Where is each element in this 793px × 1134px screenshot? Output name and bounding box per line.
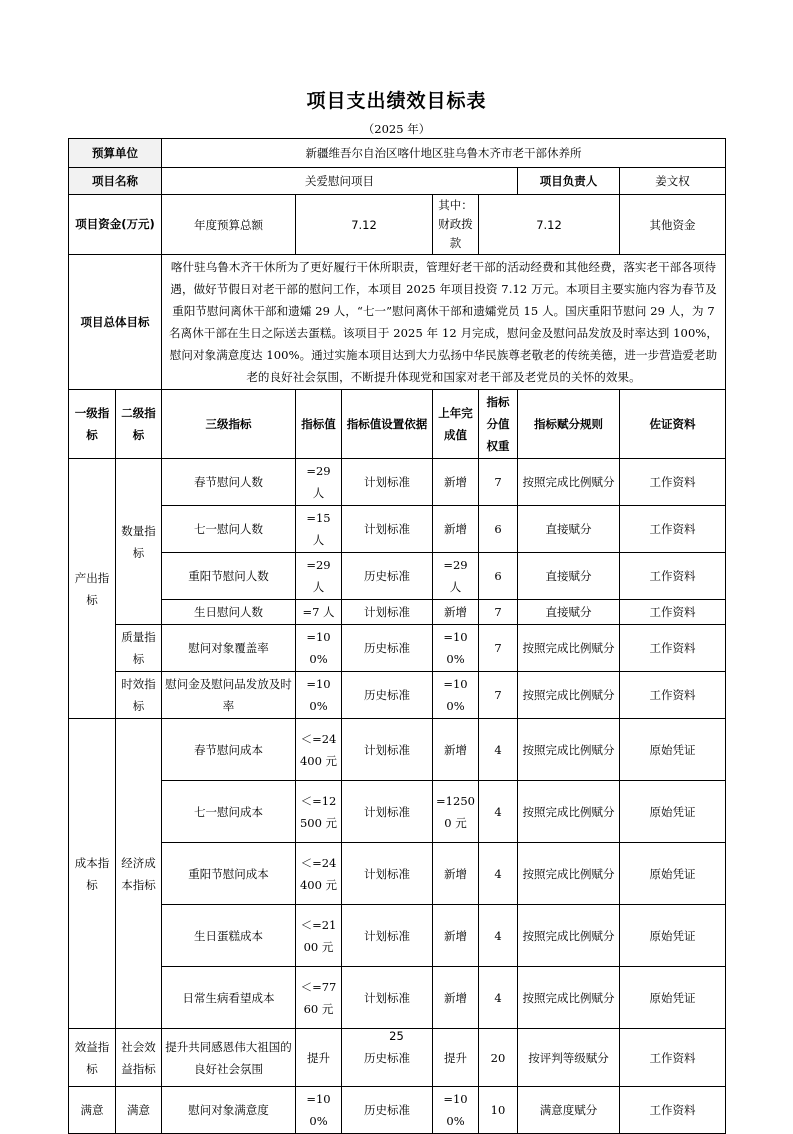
cell-value: =100% (296, 1087, 342, 1134)
cell-value: =29 人 (296, 553, 342, 600)
cell-scoring: 按照完成比例赋分 (518, 843, 620, 905)
cell-weight: 4 (479, 719, 518, 781)
cell-evidence: 工作资料 (620, 600, 726, 625)
cell-evidence: 工作资料 (620, 1087, 726, 1134)
cell-level3: 生日蛋糕成本 (162, 905, 296, 967)
cell-last-year: 新增 (433, 600, 479, 625)
cell-level3: 日常生病看望成本 (162, 967, 296, 1029)
cell-basis: 历史标准 (342, 553, 433, 600)
cell-scoring: 按照完成比例赋分 (518, 672, 620, 719)
table-row (69, 459, 726, 506)
col-weight: 指标分值权重 (479, 390, 518, 459)
table-row (69, 553, 726, 600)
col-value: 指标值 (296, 390, 342, 459)
cell-evidence: 原始凭证 (620, 905, 726, 967)
cell-value: ＜=24400 元 (296, 719, 342, 781)
overall-goal-text: 喀什驻乌鲁木齐干休所为了更好履行干休所职责，管理好老干部的活动经费和其他经费，落实老干部各项待遇，做好节假日对老干部的慰问工作，本项目 2025 年项目投资 7.12 万元。本项目主要实施内容为春节及重阳节慰问离休干部和遗孀 29 人，“七一”慰问离休干部和遗孀党员 15 人。国庆重阳节慰问 29 人，为 7 名离休干部在生日之际送去蛋糕。该项目于 2025 年 12 月完成，慰问金及慰问品发放及时率达到 100%，慰问对象满意度达 100%。通过实施本项目达到大力弘扬中华民族尊老敬老的传统美德，进一步营造爱老助老的良好社会氛围，不断提升体现党和国家对老干部及老党员的关怀的效果。 (162, 255, 726, 390)
cell-scoring: 满意度赋分 (518, 1087, 620, 1134)
cell-weight: 7 (479, 672, 518, 719)
cell-scoring: 直接赋分 (518, 506, 620, 553)
cell-weight: 7 (479, 459, 518, 506)
cell-weight: 7 (479, 600, 518, 625)
budget-unit-label: 预算单位 (69, 139, 162, 168)
cell-level3: 慰问金及慰问品发放及时率 (162, 672, 296, 719)
cell-last-year: 新增 (433, 459, 479, 506)
cell-level3: 重阳节慰问人数 (162, 553, 296, 600)
col-scoring: 指标赋分规则 (518, 390, 620, 459)
cell-value: 提升 (296, 1029, 342, 1087)
group-quality: 质量指标 (116, 625, 162, 672)
col-basis: 指标值设置依据 (342, 390, 433, 459)
cell-evidence: 工作资料 (620, 506, 726, 553)
table-row (69, 600, 726, 625)
cell-scoring: 按评判等级赋分 (518, 1029, 620, 1087)
page-title: 项目支出绩效目标表 (306, 90, 487, 112)
cell-last-year: =12500 元 (433, 781, 479, 843)
table-row (69, 905, 726, 967)
cell-scoring: 按照完成比例赋分 (518, 625, 620, 672)
cell-weight: 7 (479, 625, 518, 672)
annual-budget-value: 7.12 (296, 195, 433, 255)
cell-value: =100% (296, 672, 342, 719)
cell-value: ＜=12500 元 (296, 781, 342, 843)
project-name-value: 关爱慰问项目 (162, 168, 518, 195)
project-leader-value: 姜文权 (620, 168, 726, 195)
cell-weight: 4 (479, 967, 518, 1029)
cell-weight: 4 (479, 905, 518, 967)
cell-last-year: 新增 (433, 506, 479, 553)
group-cost: 成本指标 (69, 719, 116, 1029)
cell-value: ＜=7760 元 (296, 967, 342, 1029)
other-funds-label: 其他资金 (620, 195, 726, 255)
cell-value: =15 人 (296, 506, 342, 553)
cell-basis: 计划标准 (342, 843, 433, 905)
cell-level3: 春节慰问成本 (162, 719, 296, 781)
cell-evidence: 工作资料 (620, 459, 726, 506)
cell-evidence: 工作资料 (620, 553, 726, 600)
cell-scoring: 直接赋分 (518, 600, 620, 625)
cell-weight: 6 (479, 553, 518, 600)
group-economic-cost: 经济成本指标 (116, 719, 162, 1029)
col-evidence: 佐证资料 (620, 390, 726, 459)
cell-level3: 慰问对象满意度 (162, 1087, 296, 1134)
cell-last-year: =100% (433, 1087, 479, 1134)
cell-basis: 历史标准 (342, 672, 433, 719)
cell-basis: 历史标准 (342, 1029, 433, 1087)
cell-value: =29 人 (296, 459, 342, 506)
fiscal-label: 其中：财政拨款 (433, 195, 479, 255)
project-leader-label: 项目负责人 (518, 168, 620, 195)
group-timeliness: 时效指标 (116, 672, 162, 719)
col-level3: 三级指标 (162, 390, 296, 459)
cell-basis: 历史标准 (342, 625, 433, 672)
group-benefit: 效益指标 (69, 1029, 116, 1087)
cell-last-year: 新增 (433, 843, 479, 905)
cell-level3: 生日慰问人数 (162, 600, 296, 625)
cell-basis: 计划标准 (342, 781, 433, 843)
col-level1: 一级指标 (69, 390, 116, 459)
cell-weight: 10 (479, 1087, 518, 1134)
cell-basis: 计划标准 (342, 905, 433, 967)
cell-basis: 历史标准 (342, 1087, 433, 1134)
cell-last-year: 新增 (433, 905, 479, 967)
cell-evidence: 工作资料 (620, 625, 726, 672)
cell-value: ＜=2100 元 (296, 905, 342, 967)
group-social-benefit: 社会效益指标 (116, 1029, 162, 1087)
cell-evidence: 工作资料 (620, 672, 726, 719)
group-output: 产出指标 (69, 459, 116, 719)
cell-weight: 4 (479, 843, 518, 905)
table-row (69, 1087, 726, 1134)
table-row (69, 719, 726, 781)
annual-budget-label: 年度预算总额 (162, 195, 296, 255)
cell-last-year: =100% (433, 672, 479, 719)
cell-last-year: 新增 (433, 719, 479, 781)
funds-label: 项目资金(万元) (69, 195, 162, 255)
cell-scoring: 直接赋分 (518, 553, 620, 600)
year-subtitle: （2025 年） (362, 122, 431, 136)
cell-basis: 计划标准 (342, 967, 433, 1029)
fiscal-value: 7.12 (479, 195, 620, 255)
cell-weight: 4 (479, 781, 518, 843)
cell-basis: 计划标准 (342, 506, 433, 553)
cell-scoring: 按照完成比例赋分 (518, 905, 620, 967)
group-satisfaction: 满意 (69, 1087, 116, 1134)
cell-evidence: 原始凭证 (620, 843, 726, 905)
cell-level3: 春节慰问人数 (162, 459, 296, 506)
cell-weight: 6 (479, 506, 518, 553)
performance-table (68, 138, 726, 1134)
cell-last-year: =29 人 (433, 553, 479, 600)
cell-scoring: 按照完成比例赋分 (518, 781, 620, 843)
cell-level3: 重阳节慰问成本 (162, 843, 296, 905)
group-quantity: 数量指标 (116, 459, 162, 625)
cell-evidence: 工作资料 (620, 1029, 726, 1087)
cell-scoring: 按照完成比例赋分 (518, 967, 620, 1029)
cell-evidence: 原始凭证 (620, 967, 726, 1029)
project-name-label: 项目名称 (69, 168, 162, 195)
col-level2: 二级指标 (116, 390, 162, 459)
col-last-year: 上年完成值 (433, 390, 479, 459)
cell-level3: 提升共同感恩伟大祖国的良好社会氛围 (162, 1029, 296, 1087)
cell-basis: 计划标准 (342, 459, 433, 506)
cell-value: =7 人 (296, 600, 342, 625)
table-row (69, 625, 726, 672)
cell-evidence: 原始凭证 (620, 719, 726, 781)
table-row (69, 967, 726, 1029)
cell-weight: 20 (479, 1029, 518, 1087)
cell-evidence: 原始凭证 (620, 781, 726, 843)
page-number: 25 (389, 1029, 404, 1043)
table-row (69, 843, 726, 905)
cell-level3: 七一慰问人数 (162, 506, 296, 553)
overall-goal-label: 项目总体目标 (69, 255, 162, 390)
cell-last-year: 提升 (433, 1029, 479, 1087)
cell-level3: 七一慰问成本 (162, 781, 296, 843)
cell-last-year: 新增 (433, 967, 479, 1029)
cell-last-year: =100% (433, 625, 479, 672)
cell-scoring: 按照完成比例赋分 (518, 719, 620, 781)
table-row (69, 506, 726, 553)
cell-value: =100% (296, 625, 342, 672)
budget-unit-value: 新疆维吾尔自治区喀什地区驻乌鲁木齐市老干部休养所 (162, 139, 726, 168)
cell-basis: 计划标准 (342, 600, 433, 625)
group-satisfaction-sub: 满意 (116, 1087, 162, 1134)
cell-level3: 慰问对象覆盖率 (162, 625, 296, 672)
cell-value: ＜=24400 元 (296, 843, 342, 905)
cell-scoring: 按照完成比例赋分 (518, 459, 620, 506)
table-row (69, 672, 726, 719)
table-row (69, 781, 726, 843)
cell-basis: 计划标准 (342, 719, 433, 781)
